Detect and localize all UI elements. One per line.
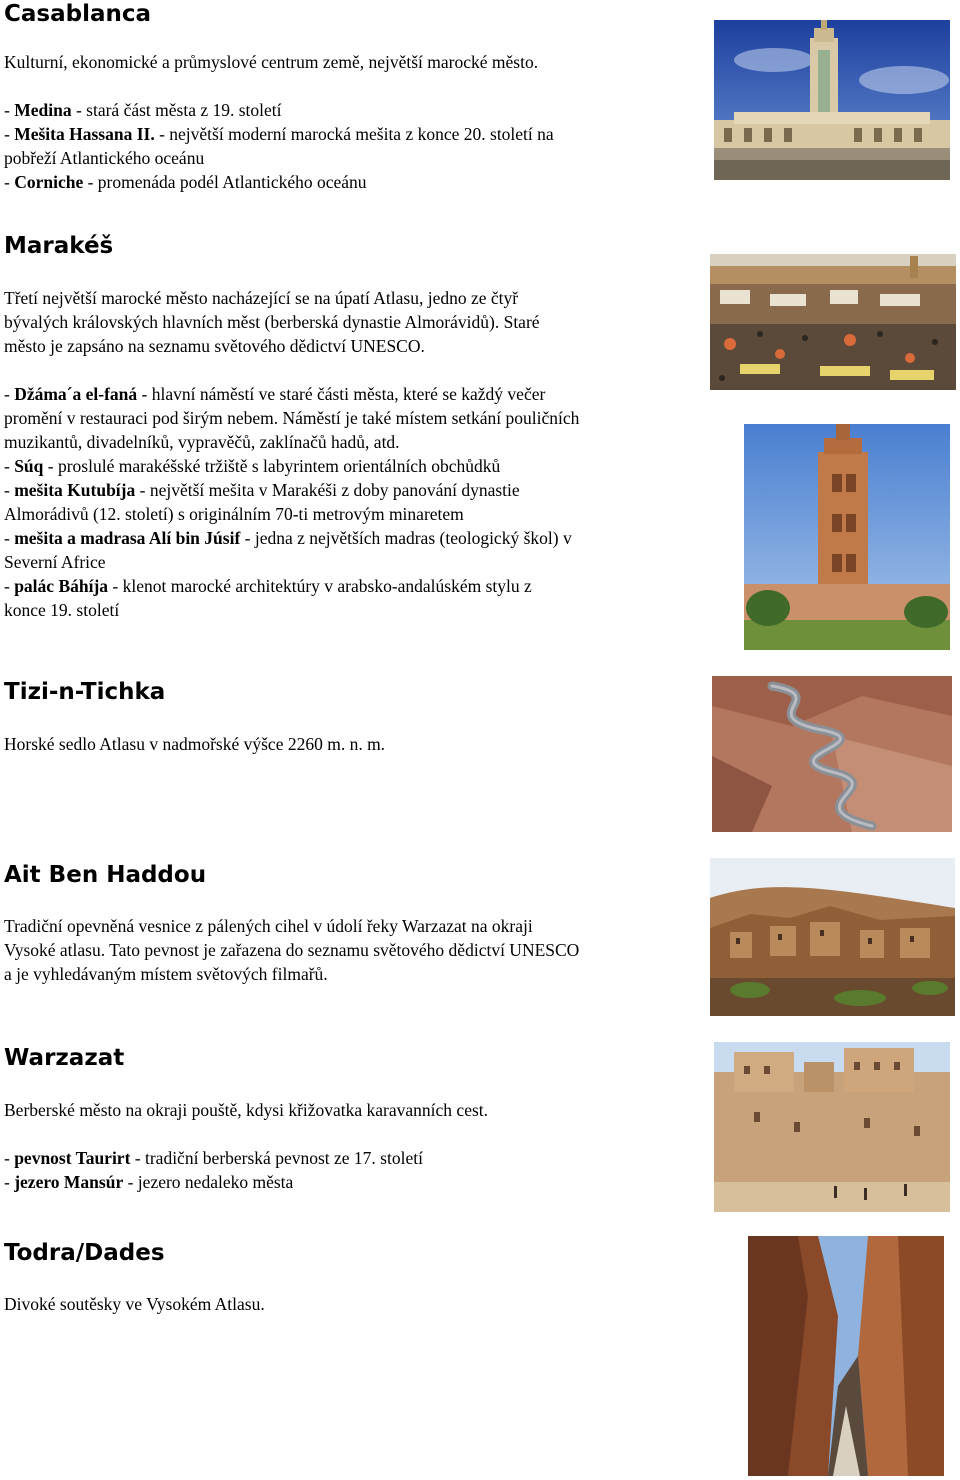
- bold-term: mešita a madrasa Alí bin Júsif: [14, 528, 241, 548]
- text-line: [4, 598, 579, 622]
- text-run: -: [4, 1172, 15, 1192]
- text-line: [4, 914, 579, 938]
- text-run: město je zapsáno na seznamu světového dědictví UNESCO.: [4, 336, 425, 356]
- text-run: Divoké soutěsky ve Vysokém Atlasu.: [4, 1294, 265, 1314]
- text-run: muzikantů, divadelníků, vypravěčů, zaklínačů hadů, atd.: [4, 432, 400, 452]
- text-run: -: [4, 124, 15, 144]
- todra-dades-text: [4, 1292, 265, 1316]
- text-line: [4, 478, 579, 502]
- bold-term: pevnost Taurirt: [14, 1148, 131, 1168]
- photo-taourirt-kasbah: [714, 1042, 950, 1212]
- text-run: - hlavní náměstí ve staré části města, které se každý večer: [137, 384, 546, 404]
- photo-ait-ben-haddou: [710, 858, 955, 1016]
- text-run: a je vyhledávaným místem světových filmařů.: [4, 964, 328, 984]
- text-run: Kulturní, ekonomické a průmyslové centrum země, největší marocké město.: [4, 52, 539, 72]
- text-line: [4, 74, 554, 98]
- text-line: [4, 50, 554, 74]
- bold-term: Súq: [14, 456, 44, 476]
- text-run: promění v restauraci pod širým nebem. Náměstí je také místem setkání pouličních: [4, 408, 580, 428]
- text-line: [4, 938, 579, 962]
- heading-todra-dades: Todra/Dades: [4, 1240, 165, 1266]
- text-run: - stará část města z 19. století: [71, 100, 282, 120]
- text-run: -: [4, 576, 15, 596]
- bold-term: Džáma´a el-faná: [14, 384, 138, 404]
- text-run: - tradiční berberská pevnost ze 17. století: [130, 1148, 423, 1168]
- text-run: -: [4, 100, 15, 120]
- text-line: [4, 732, 385, 756]
- text-run: -: [4, 480, 15, 500]
- text-run: Třetí největší marocké město nacházející se na úpatí Atlasu, jedno ze čtyř: [4, 288, 519, 308]
- bold-term: Corniche: [14, 172, 84, 192]
- text-line: [4, 1122, 488, 1146]
- text-run: Tradiční opevněná vesnice z pálených cihel v údolí řeky Warzazat na okraji: [4, 916, 533, 936]
- text-line: [4, 526, 579, 550]
- photo-tizi-n-tichka-pass: [712, 676, 952, 832]
- text-line: [4, 334, 579, 358]
- warzazat-text: [4, 1098, 488, 1194]
- text-run: Vysoké atlasu. Tato pevnost je zařazena do seznamu světového dědictví UNESCO: [4, 940, 580, 960]
- photo-jemaa-el-fna: [710, 254, 956, 390]
- text-line: [4, 170, 554, 194]
- text-run: - jezero nedaleko města: [123, 1172, 294, 1192]
- heading-marrakech: Marakéš: [4, 233, 114, 259]
- text-run: Berberské město na okraji pouště, kdysi křižovatka karavanních cest.: [4, 1100, 489, 1120]
- text-line: [4, 1292, 265, 1316]
- text-run: Almorádivů (12. století) s originálním 70-ti metrovým minaretem: [4, 504, 464, 524]
- text-line: [4, 454, 579, 478]
- bold-term: mešita Kutubíja: [14, 480, 136, 500]
- text-line: [4, 430, 579, 454]
- heading-tizi-n-tichka: Tizi-n-Tichka: [4, 679, 166, 705]
- text-run: - největší mešita v Marakéši z doby panování dynastie: [135, 480, 520, 500]
- text-run: konce 19. století: [4, 600, 120, 620]
- text-run: bývalých královských hlavních měst (berberská dynastie Almorávidů). Staré: [4, 312, 540, 332]
- text-run: Severní Africe: [4, 552, 106, 572]
- text-line: [4, 286, 579, 310]
- text-line: [4, 962, 579, 986]
- heading-ait-ben-haddou: Ait Ben Haddou: [4, 862, 207, 888]
- text-line: [4, 1146, 488, 1170]
- tizi-n-tichka-text: [4, 732, 385, 756]
- text-run: - proslulé marakéšské tržiště s labyrintem orientálních obchůdků: [43, 456, 501, 476]
- text-run: -: [4, 456, 15, 476]
- text-line: [4, 550, 579, 574]
- bold-term: jezero Mansúr: [14, 1172, 124, 1192]
- text-line: [4, 1170, 488, 1194]
- text-run: -: [4, 528, 15, 548]
- text-line: [4, 406, 579, 430]
- text-line: [4, 502, 579, 526]
- photo-todra-gorge: [748, 1236, 944, 1476]
- text-run: - promenáda podél Atlantického oceánu: [83, 172, 367, 192]
- text-run: - jedna z největších madras (teologický škol) v: [240, 528, 572, 548]
- ait-ben-haddou-text: [4, 914, 579, 986]
- text-run: -: [4, 1148, 15, 1168]
- text-line: [4, 122, 554, 146]
- text-run: - největší moderní marocká mešita z konce 20. století na: [154, 124, 554, 144]
- text-run: Horské sedlo Atlasu v nadmořské výšce 2260 m. n. m.: [4, 734, 386, 754]
- text-line: [4, 574, 579, 598]
- text-run: pobřeží Atlantického oceánu: [4, 148, 205, 168]
- text-line: [4, 382, 579, 406]
- bold-term: palác Báhíja: [14, 576, 109, 596]
- marrakech-text: [4, 286, 579, 622]
- photo-koutoubia-mosque: [744, 424, 950, 650]
- text-run: - klenot marocké architektúry v arabsko-andalúském stylu z: [108, 576, 532, 596]
- text-run: -: [4, 172, 15, 192]
- bold-term: Mešita Hassana II.: [14, 124, 155, 144]
- text-line: [4, 358, 579, 382]
- text-line: [4, 1098, 488, 1122]
- heading-warzazat: Warzazat: [4, 1045, 125, 1071]
- casablanca-text: [4, 50, 554, 194]
- heading-casablanca: Casablanca: [4, 1, 152, 27]
- bold-term: Medina: [14, 100, 72, 120]
- photo-hassan-ii-mosque: [714, 20, 950, 180]
- text-line: [4, 98, 554, 122]
- text-line: [4, 310, 579, 334]
- text-line: [4, 146, 554, 170]
- text-run: -: [4, 384, 15, 404]
